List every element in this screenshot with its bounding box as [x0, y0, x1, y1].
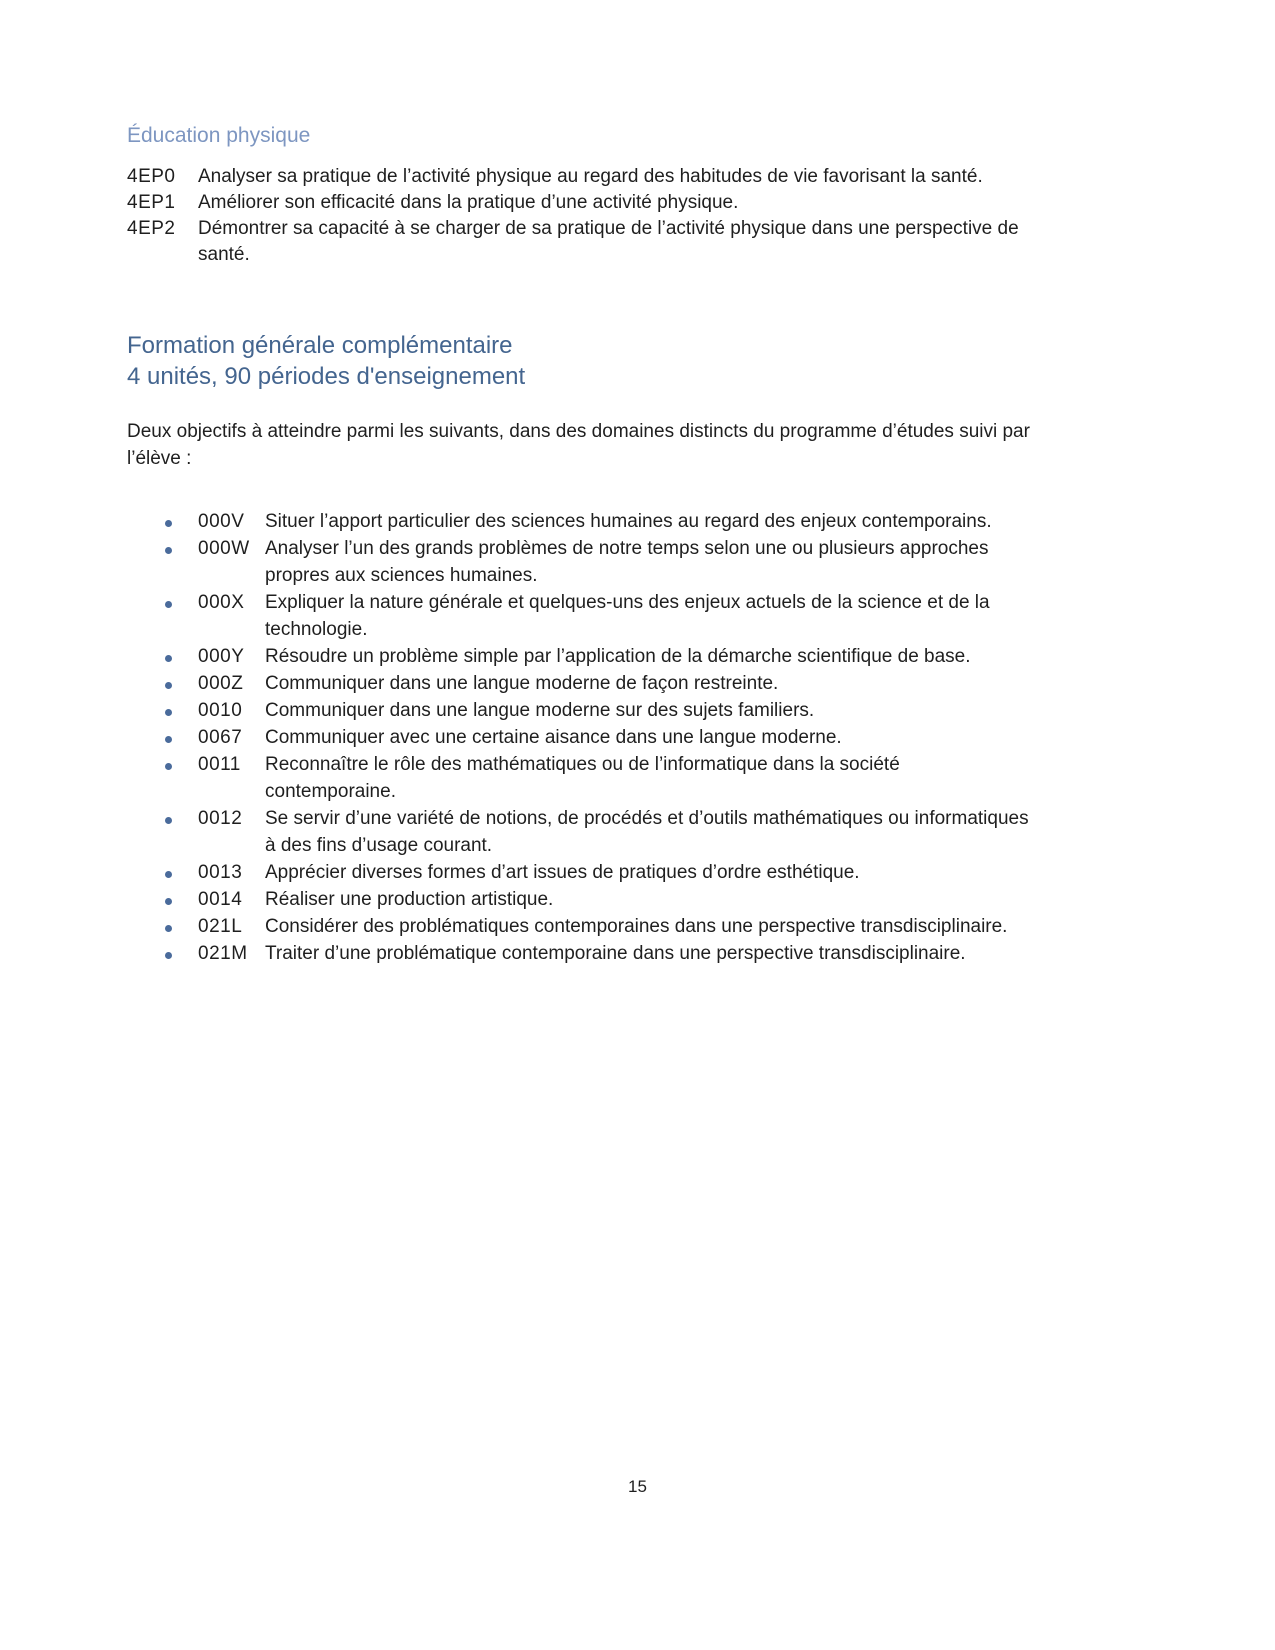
objective-code: 0014	[198, 889, 243, 910]
heading-line-2: 4 unités, 90 périodes d'enseignement	[127, 363, 526, 390]
list-item	[127, 751, 1135, 805]
heading-line-1: Formation générale complémentaire	[127, 332, 513, 359]
objective-code: 021M	[198, 943, 248, 964]
objective-text: Expliquer la nature générale et quelques-uns des enjeux actuels de la science et de la technologie.	[265, 592, 990, 640]
objective-text: Considérer des problématiques contemporaines dans une perspective transdisciplinaire.	[265, 916, 1008, 937]
objective-text: Apprécier diverses formes d’art issues de pratiques d’ordre esthétique.	[265, 862, 860, 883]
page-number: 15	[628, 1477, 647, 1496]
list-item	[127, 643, 1135, 670]
objective-code: 0010	[198, 700, 243, 721]
list-item	[127, 216, 1135, 268]
bullet-icon	[165, 886, 198, 913]
objective-text: Reconnaître le rôle des mathématiques ou de l’informatique dans la société contemporaine.	[265, 754, 900, 802]
list-item	[127, 589, 1135, 643]
objective-code: 000Y	[198, 646, 245, 667]
objective-code: 4EP0	[127, 166, 176, 187]
bullet-icon	[165, 697, 198, 724]
list-item	[127, 913, 1135, 940]
list-item	[127, 164, 1135, 190]
objective-code: 000X	[198, 592, 245, 613]
objective-text: Se servir d’une variété de notions, de procédés et d’outils mathématiques ou informatiques à des fins d’usage courant.	[265, 808, 1029, 856]
objective-code: 4EP2	[127, 218, 176, 239]
section-heading-education-physique: Éducation physique	[127, 124, 311, 147]
objective-code: 000W	[198, 538, 250, 559]
objective-code: 0011	[198, 754, 241, 775]
objective-text: Communiquer dans une langue moderne sur des sujets familiers.	[265, 700, 815, 721]
objective-text: Communiquer dans une langue moderne de façon restreinte.	[265, 673, 779, 694]
objective-text: Analyser sa pratique de l’activité physique au regard des habitudes de vie favorisant la santé.	[198, 166, 983, 187]
bullet-icon	[165, 535, 198, 562]
objective-text: Résoudre un problème simple par l’application de la démarche scientifique de base.	[265, 646, 971, 667]
list-item	[127, 724, 1135, 751]
objective-code: 4EP1	[127, 192, 176, 213]
bullet-icon	[165, 805, 198, 832]
objective-text: Situer l’apport particulier des sciences humaines au regard des enjeux contemporains.	[265, 511, 992, 532]
bullet-icon	[165, 859, 198, 886]
list-item	[127, 859, 1135, 886]
bullet-icon	[165, 589, 198, 616]
bullet-icon	[165, 913, 198, 940]
list-item	[127, 697, 1135, 724]
objective-code: 0013	[198, 862, 243, 883]
objective-code: 0012	[198, 808, 243, 829]
list-item	[127, 535, 1135, 589]
list-item	[127, 670, 1135, 697]
list-item	[127, 805, 1135, 859]
bullet-icon	[165, 508, 198, 535]
list-item	[127, 940, 1135, 967]
objective-code: 0067	[198, 727, 243, 748]
list-item	[127, 886, 1135, 913]
objective-text: Analyser l’un des grands problèmes de notre temps selon une ou plusieurs approches propres aux sciences humaines.	[265, 538, 989, 586]
bullet-icon	[165, 940, 198, 967]
bullet-icon	[165, 643, 198, 670]
intro-paragraph: Deux objectifs à atteindre parmi les suivants, dans des domaines distincts du programme d’études suivi par l’élève :	[127, 421, 1030, 469]
bullet-icon	[165, 670, 198, 697]
objective-text: Démontrer sa capacité à se charger de sa pratique de l’activité physique dans une perspective de santé.	[198, 218, 1019, 265]
objective-text: Communiquer avec une certaine aisance dans une langue moderne.	[265, 727, 842, 748]
list-item	[127, 508, 1135, 535]
objective-text: Traiter d’une problématique contemporaine dans une perspective transdisciplinaire.	[265, 943, 966, 964]
objective-code: 000Z	[198, 673, 244, 694]
section-heading-formation-generale	[127, 330, 1135, 392]
objectives-list	[127, 508, 1135, 967]
objective-code: 000V	[198, 511, 245, 532]
bullet-icon	[165, 724, 198, 751]
objective-text: Améliorer son efficacité dans la pratique d’une activité physique.	[198, 192, 739, 213]
education-physique-list	[127, 164, 1135, 268]
objective-text: Réaliser une production artistique.	[265, 889, 554, 910]
list-item	[127, 190, 1135, 216]
objective-code: 021L	[198, 916, 243, 937]
bullet-icon	[165, 751, 198, 778]
